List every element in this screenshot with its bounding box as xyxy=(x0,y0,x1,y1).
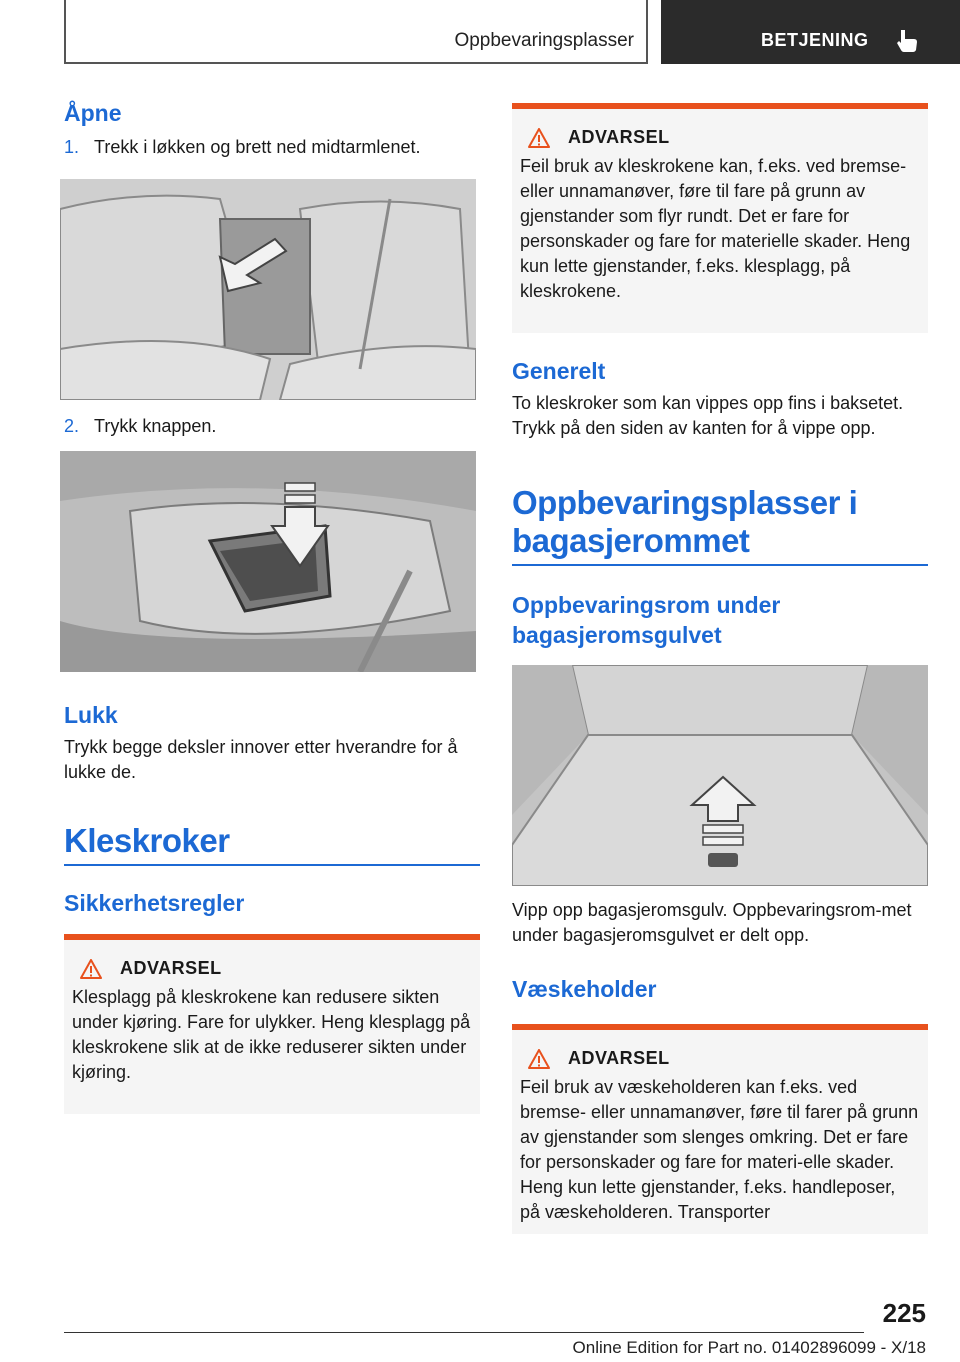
warning-box-3 xyxy=(512,1024,928,1234)
underfloor-text: Vipp opp bagasjeromsgulv. Oppbevaringsrom-met under bagasjeromsgulvet er delt opp. xyxy=(512,900,912,945)
footer-divider xyxy=(64,1332,864,1333)
step-2-number: 2. xyxy=(64,416,80,436)
header-section-title: Oppbevaringsplasser xyxy=(454,30,634,51)
underfloor-heading: Oppbevaringsrom under bagasjeromsgulvet xyxy=(512,592,781,648)
warning-box-2 xyxy=(512,103,928,333)
warning-3-text: Feil bruk av væskeholderen kan f.eks. ved bremse- eller unnamanøver, føre til farer på grunn av gjenstander som slenges omkring. Det er fare for personskader og fare for materi-elle skader. Heng kun lette gjenstander, f.eks. handleposer, på væskeholderen. Transporter xyxy=(520,1077,919,1222)
step-1-number: 1. xyxy=(64,137,80,157)
warning-1-text: Klesplagg på kleskrokene kan redusere sikten under kjøring. Fare for ulykker. Heng klesplagg på kleskrokene slik at de ikke reduserer sikten under kjøring. xyxy=(72,987,471,1082)
warning-1-title: ADVARSEL xyxy=(120,958,222,978)
trunk-floor-image xyxy=(512,665,928,886)
header-section-tab xyxy=(64,0,648,64)
step-2 xyxy=(64,414,480,439)
hand-pointer-icon xyxy=(893,26,921,54)
warning-triangle-icon xyxy=(528,1049,550,1069)
cupholder-heading: Væskeholder xyxy=(512,976,657,1002)
header-chapter-title: BETJENING xyxy=(761,30,869,50)
warning-3-title: ADVARSEL xyxy=(568,1048,670,1068)
hooks-heading: Kleskroker xyxy=(64,822,230,859)
step-1 xyxy=(64,135,480,160)
open-heading: Åpne xyxy=(64,100,122,126)
header-chapter-tab xyxy=(661,0,960,64)
footer-edition: Online Edition for Part no. 01402896099 - X/18 xyxy=(572,1338,926,1357)
close-heading: Lukk xyxy=(64,702,118,728)
armrest-button-image xyxy=(60,451,476,672)
close-text: Trykk begge deksler innover etter hverandre for å lukke de. xyxy=(64,737,458,782)
rear-seat-armrest-image xyxy=(60,179,476,400)
warning-box-1 xyxy=(64,934,480,1114)
warning-2-text: Feil bruk av kleskrokene kan, f.eks. ved bremse- eller unnamanøver, føre til fare på grunn av gjenstander som flyr rundt. Det er fare for personskader og fare for materielle skader. Heng kun lette gjenstander, f.eks. klesplagg, på kleskrokene. xyxy=(520,156,911,301)
general-text: To kleskroker som kan vippes opp fins i baksetet. Trykk på den siden av kanten for å vippe opp. xyxy=(512,393,904,438)
step-1-text: Trekk i løkken og brett ned midtarmlenet. xyxy=(94,137,421,157)
warning-2-title: ADVARSEL xyxy=(568,127,670,147)
trunk-heading: Oppbevaringsplasser i bagasjerommet xyxy=(512,484,858,559)
step-2-text: Trykk knappen. xyxy=(94,416,217,436)
safety-heading: Sikkerhetsregler xyxy=(64,890,245,916)
general-heading: Generelt xyxy=(512,358,606,384)
page-number: 225 xyxy=(882,1298,926,1328)
warning-triangle-icon xyxy=(528,128,550,148)
warning-triangle-icon xyxy=(80,959,102,979)
